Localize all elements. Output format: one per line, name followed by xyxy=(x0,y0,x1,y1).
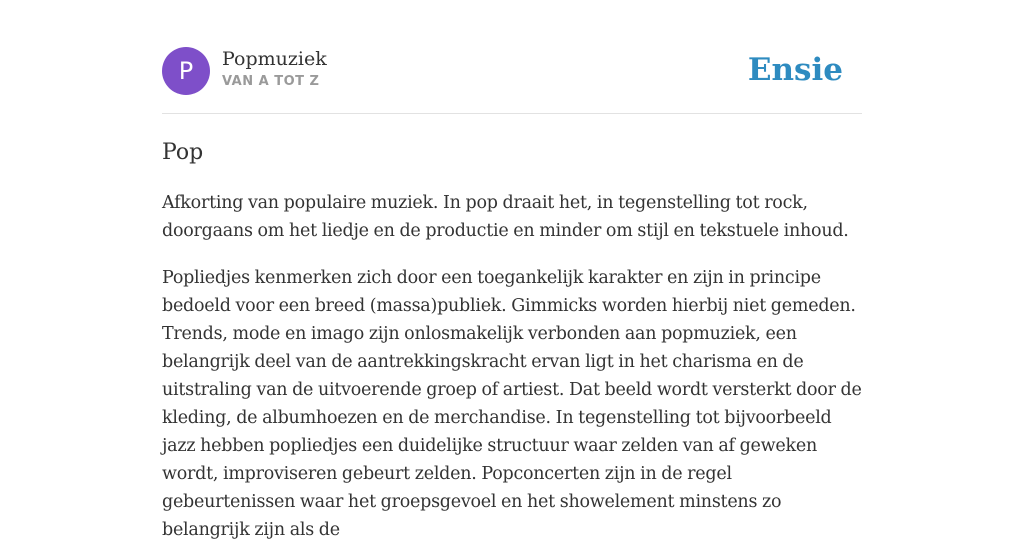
article-title: Pop xyxy=(162,140,204,165)
collection-header xyxy=(162,47,862,95)
divider xyxy=(162,113,862,114)
brand-logo[interactable]: Ensie xyxy=(747,52,843,88)
avatar[interactable]: P xyxy=(162,47,210,95)
collection-subtitle: VAN A TOT Z xyxy=(222,74,320,89)
article xyxy=(162,136,862,544)
collection-title[interactable]: Popmuziek xyxy=(222,48,327,70)
article-paragraph: Popliedjes kenmerken zich door een toegankelijk karakter en zijn in principe bedoeld voor een breed (massa)publiek. Gimmicks worden hierbij niet gemeden. Trends, mode en imago zijn onlosmakelijk verbonden aan popmuziek, een belangrijk deel van de aantrekkingskracht ervan ligt in het charisma en de uitstraling van de uitvoerende groep of artiest. Dat beeld wordt versterkt door de kleding, de albumhoezen en de merchandise. In tegenstelling tot bijvoorbeeld jazz hebben popliedjes een duidelijke structuur waar zelden van af geweken wordt, improviseren gebeurt zelden. Popconcerten zijn in de regel gebeurtenissen waar het groepsgevoel en het showelement minstens zo belangrijk zijn als de xyxy=(162,268,862,540)
article-paragraph: Afkorting van populaire muziek. In pop draait het, in tegenstelling tot rock, doorgaans om het liedje en de productie en minder om stijl en tekstuele inhoud. xyxy=(162,193,849,241)
